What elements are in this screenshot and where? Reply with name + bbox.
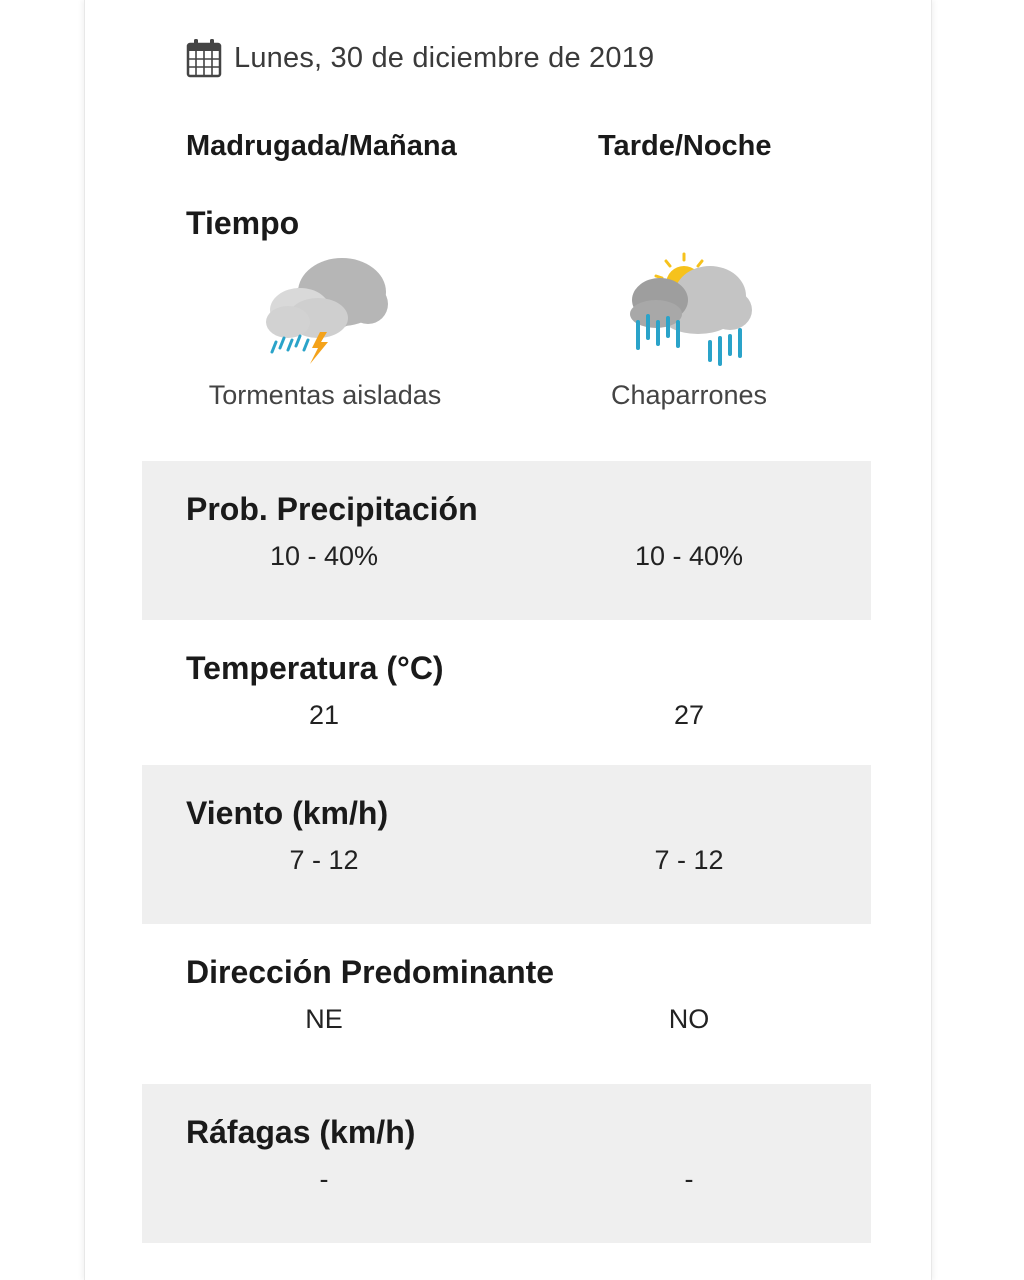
row-label: Prob. Precipitación — [186, 491, 478, 527]
wind-direction-row — [142, 924, 871, 1083]
period-evening-label: Tarde/Noche — [598, 130, 772, 162]
weather-description-evening: Chaparrones — [610, 380, 768, 410]
row-value-evening: 7 - 12 — [654, 845, 724, 875]
date-text: Lunes, 30 de diciembre de 2019 — [234, 41, 655, 74]
row-label: Dirección Predominante — [186, 954, 555, 990]
row-value-morning: NE — [305, 1004, 343, 1034]
gusts-row — [142, 1084, 871, 1243]
row-label: Viento (km/h) — [186, 795, 389, 831]
tiempo-title: Tiempo — [186, 205, 300, 241]
row-value-evening: 10 - 40% — [634, 541, 744, 571]
row-label: Ráfagas (km/h) — [186, 1114, 416, 1150]
date-header — [186, 36, 654, 80]
row-value-evening: NO — [668, 1004, 710, 1034]
row-value-evening: - — [684, 1164, 694, 1194]
sun-showers-icon — [626, 252, 756, 370]
row-value-morning: 10 - 40% — [269, 541, 379, 571]
thunderstorm-icon — [260, 252, 390, 370]
wind-row — [142, 765, 871, 924]
weather-description-morning: Tormentas aisladas — [208, 380, 442, 410]
precipitation-row — [142, 461, 871, 620]
calendar-icon — [186, 38, 222, 78]
row-label: Temperatura (°C) — [186, 650, 444, 686]
row-value-morning: 7 - 12 — [289, 845, 359, 875]
row-value-morning: - — [319, 1164, 329, 1194]
period-morning-label: Madrugada/Mañana — [186, 130, 457, 162]
row-value-morning: 21 — [308, 700, 340, 730]
row-value-evening: 27 — [673, 700, 705, 730]
temperature-row — [142, 620, 871, 779]
